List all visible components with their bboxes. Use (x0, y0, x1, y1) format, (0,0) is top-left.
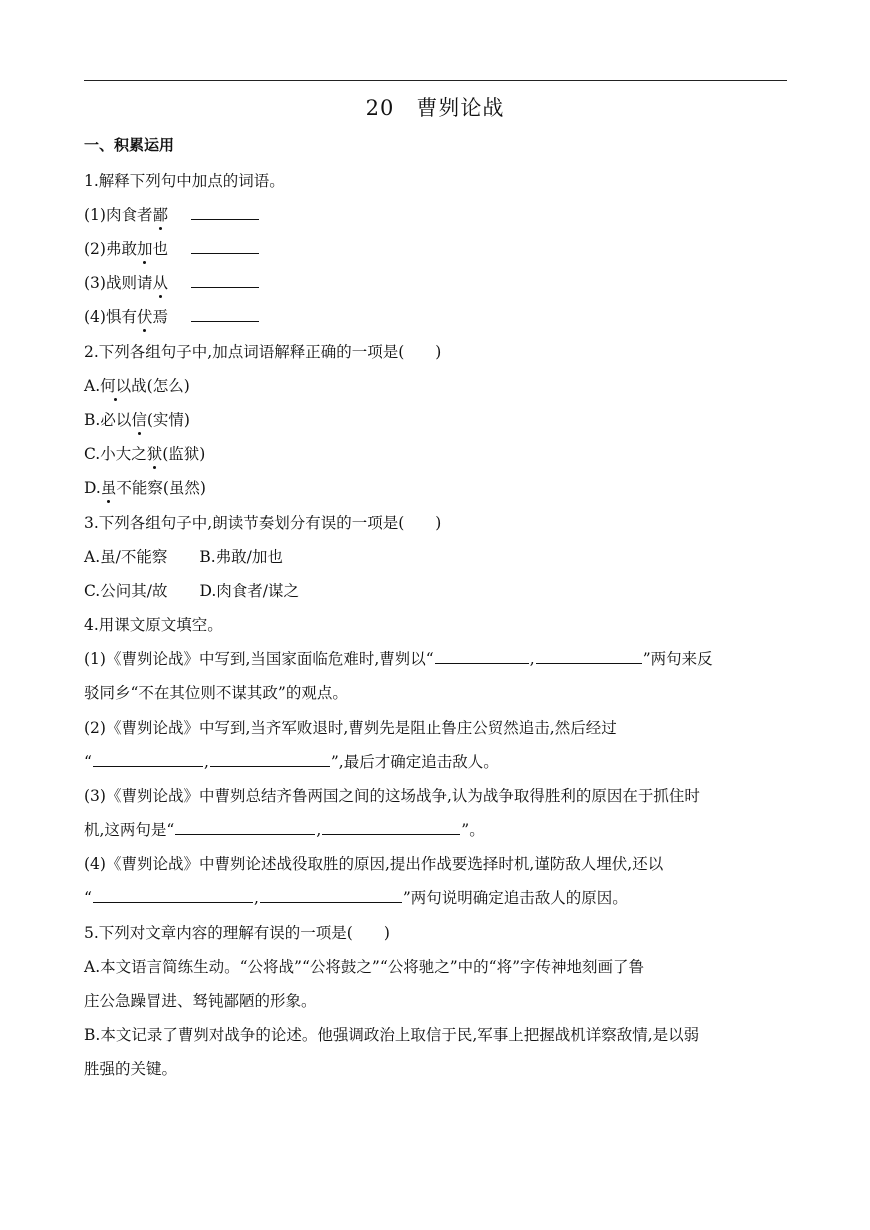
answer-blank[interactable] (260, 887, 402, 903)
header-rule (84, 80, 787, 81)
dotted-word: 伏 (136, 308, 153, 326)
q1-item-4: (4)惧有伏焉 (84, 306, 789, 328)
q4-part3-line2: 机,这两句是“ , ”。 (84, 821, 485, 839)
q3-option-a: A.虽/不能察 (84, 548, 168, 566)
dotted-word: 狱 (146, 445, 163, 463)
q5-option-b-line1: B.本文记录了曹刿对战争的论述。他强调政治上取信于民,军事上把握战机详察敌情,是以弱 (84, 1026, 700, 1044)
dotted-word: 从 (152, 274, 168, 292)
answer-blank[interactable] (191, 238, 259, 254)
answer-blank[interactable] (536, 648, 642, 664)
dotted-word: 加 (136, 240, 153, 258)
q3-option-b: B.弗敢/加也 (199, 548, 283, 566)
q4-part2-line2: “ , ”,最后才确定追击敌人。 (84, 753, 499, 771)
q3-stem: 3.下列各组句子中,朗读节奏划分有误的一项是( ) (84, 514, 442, 532)
q4-part1-line1: (1)《曹刿论战》中写到,当国家面临危难时,曹刿以“ , ”两句来反 (84, 650, 713, 668)
q1-stem: 1.解释下列句中加点的词语。 (84, 172, 285, 190)
q4-part4-line1: (4)《曹刿论战》中曹刿论述战役取胜的原因,提出作战要选择时机,谨防敌人埋伏,还以 (84, 855, 664, 873)
q2-option-d: D.虽不能察(虽然) (84, 479, 206, 497)
page-title: 20 曹刿论战 (365, 96, 505, 120)
q2-option-b: B.必以信(实情) (84, 411, 190, 429)
q3-option-d: D.肉食者/谋之 (199, 582, 299, 600)
q4-part2-line1: (2)《曹刿论战》中写到,当齐军败退时,曹刿先是阻止鲁庄公贸然追击,然后经过 (84, 719, 617, 737)
dotted-word: 何以 (100, 377, 132, 395)
q1-item-2: (2)弗敢加也 (84, 238, 789, 260)
answer-blank[interactable] (93, 751, 203, 767)
answer-blank[interactable] (93, 887, 253, 903)
q5-option-a-line1: A.本文语言简练生动。“公将战”“公将鼓之”“公将驰之”中的“将”字传神地刻画了鲁 (84, 958, 645, 976)
dotted-word: 信 (131, 411, 147, 429)
answer-blank[interactable] (191, 272, 259, 288)
q3-options-cd (84, 580, 789, 602)
q2-option-c: C.小大之狱(监狱) (84, 445, 206, 463)
q3-option-c: C.公问其/故 (84, 582, 168, 600)
q4-stem: 4.用课文原文填空。 (84, 616, 223, 634)
q4-part1-line2: 驳同乡“不在其位则不谋其政”的观点。 (84, 684, 348, 702)
q2-stem: 2.下列各组句子中,加点词语解释正确的一项是( ) (84, 343, 442, 361)
q5-stem: 5.下列对文章内容的理解有误的一项是( ) (84, 924, 390, 942)
q4-part4-line2: “ , ”两句说明确定追击敌人的原因。 (84, 889, 628, 907)
q5-option-b-line2: 胜强的关键。 (84, 1060, 178, 1078)
answer-blank[interactable] (191, 306, 259, 322)
q5-option-a-line2: 庄公急躁冒进、驽钝鄙陋的形象。 (84, 992, 317, 1010)
answer-blank[interactable] (191, 204, 259, 220)
answer-blank[interactable] (322, 819, 460, 835)
q1-item-3: (3)战则请从 (84, 272, 789, 294)
q1-item-1: (1)肉食者鄙 (84, 204, 789, 226)
q4-part3-line1: (3)《曹刿论战》中曹刿总结齐鲁两国之间的这场战争,认为战争取得胜利的原因在于抓住时 (84, 787, 700, 805)
answer-blank[interactable] (210, 751, 330, 767)
dotted-word: 鄙 (152, 206, 168, 224)
answer-blank[interactable] (175, 819, 315, 835)
answer-blank[interactable] (435, 648, 529, 664)
q3-options-ab (84, 546, 789, 568)
section-heading: 一、积累运用 (84, 136, 175, 154)
q2-option-a: A.何以战(怎么) (84, 377, 190, 395)
dotted-word: 虽 (100, 479, 117, 497)
